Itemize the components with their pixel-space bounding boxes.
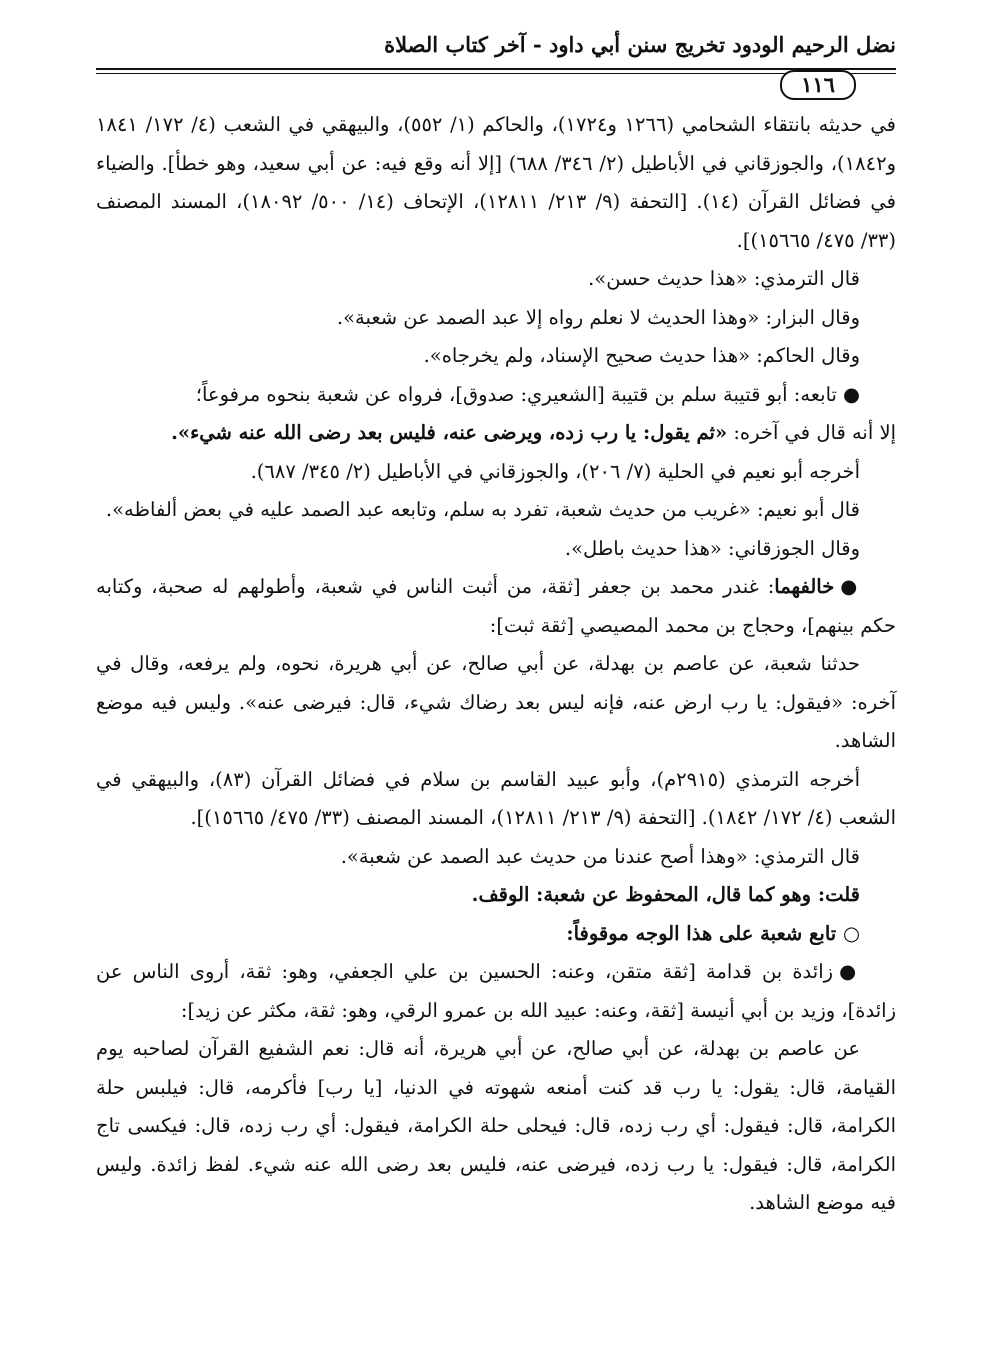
paragraph-17: عن عاصم بن بهدلة، عن أبي صالح، عن أبي هريرة، أنه قال: نعم الشفيع القرآن لصاحبه يوم القيامة، قال: يقول: يا رب قد كنت أمنعه شهوته في الدنيا، [يا رب] فأكرمه، قال: فيلبس حلة الكرامة، قال: فيقول: أي رب زده، قال: فيحلى حلة الكرامة، فيقول: أي رب زده، قال: فيكسى تاج الكرامة، قال: فيقول: يا رب زده، فيرضى عنه، فليس بعد رضى الله عنه شيء. لفظ زائدة. وليس فيه موضع الشاهد. — [96, 1037, 896, 1214]
page-header — [96, 26, 896, 96]
bullet-icon: ● — [840, 575, 860, 598]
paragraph-14-text: : وهو كما قال، المحفوظ عن شعبة: الوقف. — [471, 883, 826, 906]
paragraph-13: قال الترمذي: «وهذا أصح عندنا من حديث عبد الصمد عن شعبة». — [340, 844, 860, 868]
paragraph-6-lead: إلا أنه قال في آخره: — [727, 421, 896, 444]
paragraph-10-lead: خالفهما — [774, 575, 835, 598]
header-rule-thin — [96, 73, 896, 74]
paragraph-14 — [96, 876, 896, 915]
paragraph-6 — [96, 414, 896, 453]
paragraph-3: وقال البزار: «وهذا الحديث لا نعلم رواه إلا عبد الصمد عن شعبة». — [336, 305, 860, 329]
paragraph-4: وقال الحاكم: «هذا حديث صحيح الإسناد، ولم يخرجاه». — [423, 344, 860, 367]
paragraph-10 — [96, 568, 896, 645]
paragraph-8: قال أبو نعيم: «غريب من حديث شعبة، تفرد به سلم، وتابعه عبد الصمد عليه في بعض ألفاظه». — [105, 498, 860, 521]
paragraph-11: حدثنا شعبة، عن عاصم بن بهدلة، عن أبي صالح، عن أبي هريرة، نحوه، ولم يرفعه، وقال في آخره: «فيقول: يا رب ارض عنه، فإنه ليس بعد رضاك شيء، قال: فيرضى عنه». وليس فيه موضع الشاهد. — [96, 652, 896, 752]
paragraph-2: قال الترمذي: «هذا حديث حسن». — [588, 267, 860, 290]
page-number: ١١٦ — [780, 70, 856, 100]
header-rule — [96, 68, 896, 70]
paragraph-14-lead: قلت — [825, 883, 860, 906]
running-title: نضل الرحيم الودود تخريج سنن أبي داود - آخر كتاب الصلاة — [384, 32, 896, 57]
paragraph-12: أخرجه الترمذي (٢٩١٥م)، وأبو عبيد القاسم بن سلام في فضائل القرآن (٨٣)، والبيهقي في الشعب (٤/ ١٧٢/ ١٨٤٢). [التحفة (٩/ ٢١٣/ ١٢٨١١)، المسند المصنف (٣٣/ ٤٧٥/ ١٥٦٦٥)]. — [96, 767, 896, 829]
bullet-icon: ● — [842, 382, 860, 406]
page — [96, 26, 896, 1223]
paragraph-5 — [96, 376, 896, 415]
section-heading: ○ تابع شعبة على هذا الوجه موقوفاً: — [566, 921, 860, 945]
paragraph-16-text: زائدة بن قدامة [ثقة متقن، وعنه: الحسين بن علي الجعفي، وهو: ثقة، أروى الناس عن زائدة]، وزيد بن أبي أنيسة [ثقة، وعنه: عبيد الله بن عمرو الرقي، وهو: ثقة، مكثر عن زيد]: — [96, 960, 896, 1022]
paragraph-5-text: تابعه: أبو قتيبة سلم بن قتيبة [الشعيري: صدوق]، فرواه عن شعبة بنحوه مرفوعاً؛ — [195, 382, 837, 406]
body-text — [96, 106, 896, 1223]
paragraph-7: أخرجه أبو نعيم في الحلية (٧/ ٢٠٦)، والجوزقاني في الأباطيل (٢/ ٣٤٥/ ٦٨٧). — [250, 459, 860, 483]
paragraph-9: وقال الجوزقاني: «هذا حديث باطل». — [564, 536, 860, 560]
paragraph-16 — [96, 953, 896, 1030]
paragraph-6-quote: «ثم يقول: يا رب زده، ويرضى عنه، فليس بعد رضى الله عنه شيء». — [171, 421, 728, 444]
bullet-icon: ● — [839, 960, 861, 983]
paragraph-1: في حديثه بانتقاء الشحامي (١٢٦٦ و١٧٢٤)، والحاكم (١/ ٥٥٢)، والبيهقي في الشعب (٤/ ١٧٢/ ١٨٤١ و١٨٤٢)، والجوزقاني في الأباطيل (٢/ ٣٤٦/ ٦٨٨) [إلا أنه وقع فيه: عن أبي سعيد، وهو خطأ]. والضياء في فضائل القرآن (١٤). [التحفة (٩/ ٢١٣/ ١٢٨١١)، الإتحاف (١٤/ ٥٠٠/ ١٨٠٩٢)، المسند المصنف (٣٣/ ٤٧٥/ ١٥٦٦٥)]. — [96, 113, 896, 252]
paragraph-10-text: : غندر محمد بن جعفر [ثقة، من أثبت الناس في شعبة، وأطولهم له صحبة، وكتابه حكم بينهم]، وحجاج بن محمد المصيصي [ثقة ثبت]: — [96, 575, 896, 637]
